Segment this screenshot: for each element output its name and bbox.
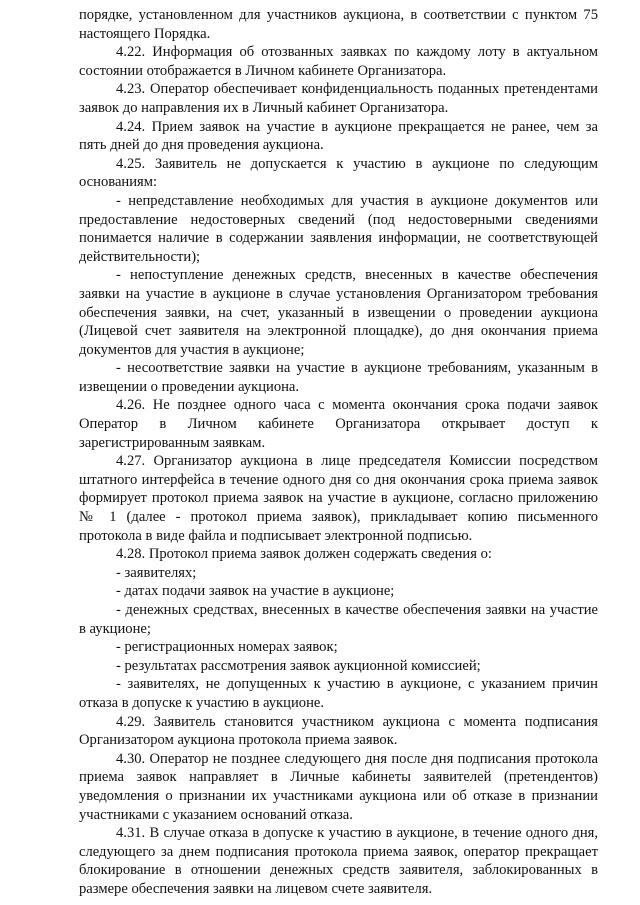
list-item-4-25-1: - непредставление необходимых для участия в аукционе документов или предоставление недостоверных сведений (под недостоверными сведениями понимается наличие в содержании заявления информации, не соответствующей действительности); <box>79 192 598 265</box>
list-item-4-28-5: - результатах рассмотрения заявок аукционной комиссией; <box>116 657 481 674</box>
paragraph-4-28: 4.28. Протокол приема заявок должен содержать сведения о: <box>116 546 492 563</box>
paragraph-4-25: 4.25. Заявитель не допускается к участию в аукционе по следующим основаниям: <box>79 155 598 191</box>
paragraph-4-29: 4.29. Заявитель становится участником аукциона с момента подписания Организатором аукциона протокола приема заявок. <box>79 713 598 749</box>
paragraph-4-31: 4.31. В случае отказа в допуске к участию в аукционе, в течение одного дня, следующего за днем подписания протокола приема заявок, оператор прекращает блокирование в отношении денежных средств заявителя, заблокированных в размере обеспечения заявки на лицевом счете заявителя. <box>79 825 598 897</box>
list-item-4-25-2: - непоступление денежных средств, внесенных в качестве обеспечения заявки на участие в аукционе в случае установления Организатором требования обеспечения заявки, на счет, указанный в извещении о проведении аукциона (Лицевой счет заявителя на электронной площадке), до дня окончания приема документов для участия в аукционе; <box>79 267 598 358</box>
paragraph-4-30: 4.30. Оператор не позднее следующего дня после дня подписания протокола приема заявок направляет в Личные кабинеты заявителей (претендентов) уведомления о признании их участниками аукциона или об отказе в признании участниками с указанием оснований отказа. <box>79 750 598 823</box>
paragraph-4-26: 4.26. Не позднее одного часа с момента окончания срока подачи заявок Оператор в Личном кабинете Организатора открывает доступ к зарегистрированным заявкам. <box>79 397 598 451</box>
paragraph-4-22: 4.22. Информация об отозванных заявках по каждому лоту в актуальном состоянии отображается в Личном кабинете Организатора. <box>79 44 598 79</box>
list-item-4-28-4: - регистрационных номерах заявок; <box>116 639 338 656</box>
paragraph-4-27: 4.27. Организатор аукциона в лице председателя Комиссии посредством штатного интерфейса в течение одного дня со дня окончания срока приема заявок формирует протокол приема заявок на участие в аукционе, согласно приложению № 1 (далее - протокол приема заявок), прикладывает копию письменного протокола в виде файла и подписывает электронной подписью. <box>79 453 598 544</box>
list-item-4-25-3: - несоответствие заявки на участие в аукционе требованиям, указанным в извещении о проведении аукциона. <box>79 360 598 395</box>
document-page <box>79 6 598 899</box>
list-item-4-28-1: - заявителях; <box>116 564 197 581</box>
paragraph-4-23: 4.23. Оператор обеспечивает конфиденциальность поданных претендентами заявок до направления их в Личный кабинет Организатора. <box>79 81 598 116</box>
list-item-4-28-2: - датах подачи заявок на участие в аукционе; <box>116 583 395 600</box>
list-item-4-28-6: - заявителях, не допущенных к участию в аукционе, с указанием причин отказа в допуске к участию в аукционе. <box>79 676 598 711</box>
list-item-4-28-3: - денежных средствах, внесенных в качестве обеспечения заявки на участие в аукционе; <box>79 602 598 637</box>
paragraph-4-24: 4.24. Прием заявок на участие в аукционе прекращается не ранее, чем за пять дней до дня проведения аукциона. <box>79 118 598 154</box>
paragraph-continuation: порядке, установленном для участников аукциона, в соответствии с пунктом 75 настоящего Порядка. <box>79 7 598 42</box>
